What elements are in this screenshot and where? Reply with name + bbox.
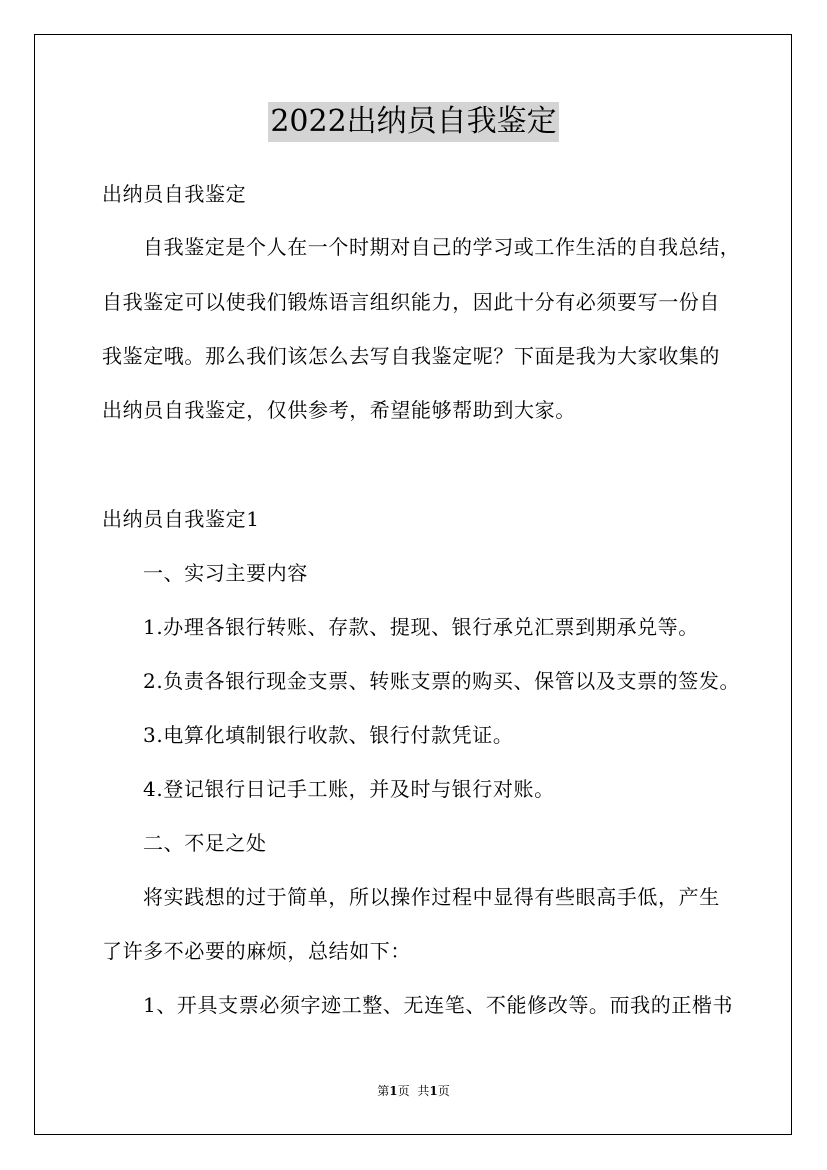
list-item: 1.办理各银行转账、存款、提现、银行承兑汇票到期承兑等。 xyxy=(143,615,699,639)
section-heading: 出纳员自我鉴定1 xyxy=(102,507,260,531)
footer-page-suffix: 页 xyxy=(397,1084,410,1098)
paragraph-line: 自我鉴定是个人在一个时期对自己的学习或工作生活的自我总结， xyxy=(143,235,741,259)
section-heading: 出纳员自我鉴定 xyxy=(102,182,247,206)
list-item: 2.负责各银行现金支票、转账支票的购买、保管以及支票的签发。 xyxy=(143,669,741,693)
footer-total-suffix: 页 xyxy=(437,1084,450,1098)
paragraph-line: 我鉴定哦。那么我们该怎么去写自我鉴定呢？下面是我为大家收集的 xyxy=(102,344,720,368)
paragraph-line: 了许多不必要的麻烦，总结如下： xyxy=(102,939,411,963)
list-item: 3.电算化填制银行收款、银行付款凭证。 xyxy=(143,723,514,747)
footer-page-prefix: 第 xyxy=(377,1084,390,1098)
paragraph-line: 1、开具支票必须字迹工整、无连笔、不能修改等。而我的正楷书 xyxy=(143,993,734,1017)
document-title: 2022出纳员自我鉴定 xyxy=(268,102,558,142)
list-item: 4.登记银行日记手工账，并及时与银行对账。 xyxy=(143,777,555,801)
subsection-heading: 二、不足之处 xyxy=(143,831,267,855)
title-container xyxy=(0,102,827,142)
paragraph-line: 自我鉴定可以使我们锻炼语言组织能力，因此十分有必须要写一份自 xyxy=(102,290,720,314)
page-footer xyxy=(0,1083,827,1099)
footer-total-prefix: 共 xyxy=(417,1084,430,1098)
footer-page-number: 1 xyxy=(389,1084,398,1098)
footer-total-number: 1 xyxy=(429,1084,438,1098)
paragraph-line: 出纳员自我鉴定，仅供参考，希望能够帮助到大家。 xyxy=(102,398,576,422)
paragraph-line: 将实践想的过于简单，所以操作过程中显得有些眼高手低，产生 xyxy=(143,885,720,909)
subsection-heading: 一、实习主要内容 xyxy=(143,561,308,585)
